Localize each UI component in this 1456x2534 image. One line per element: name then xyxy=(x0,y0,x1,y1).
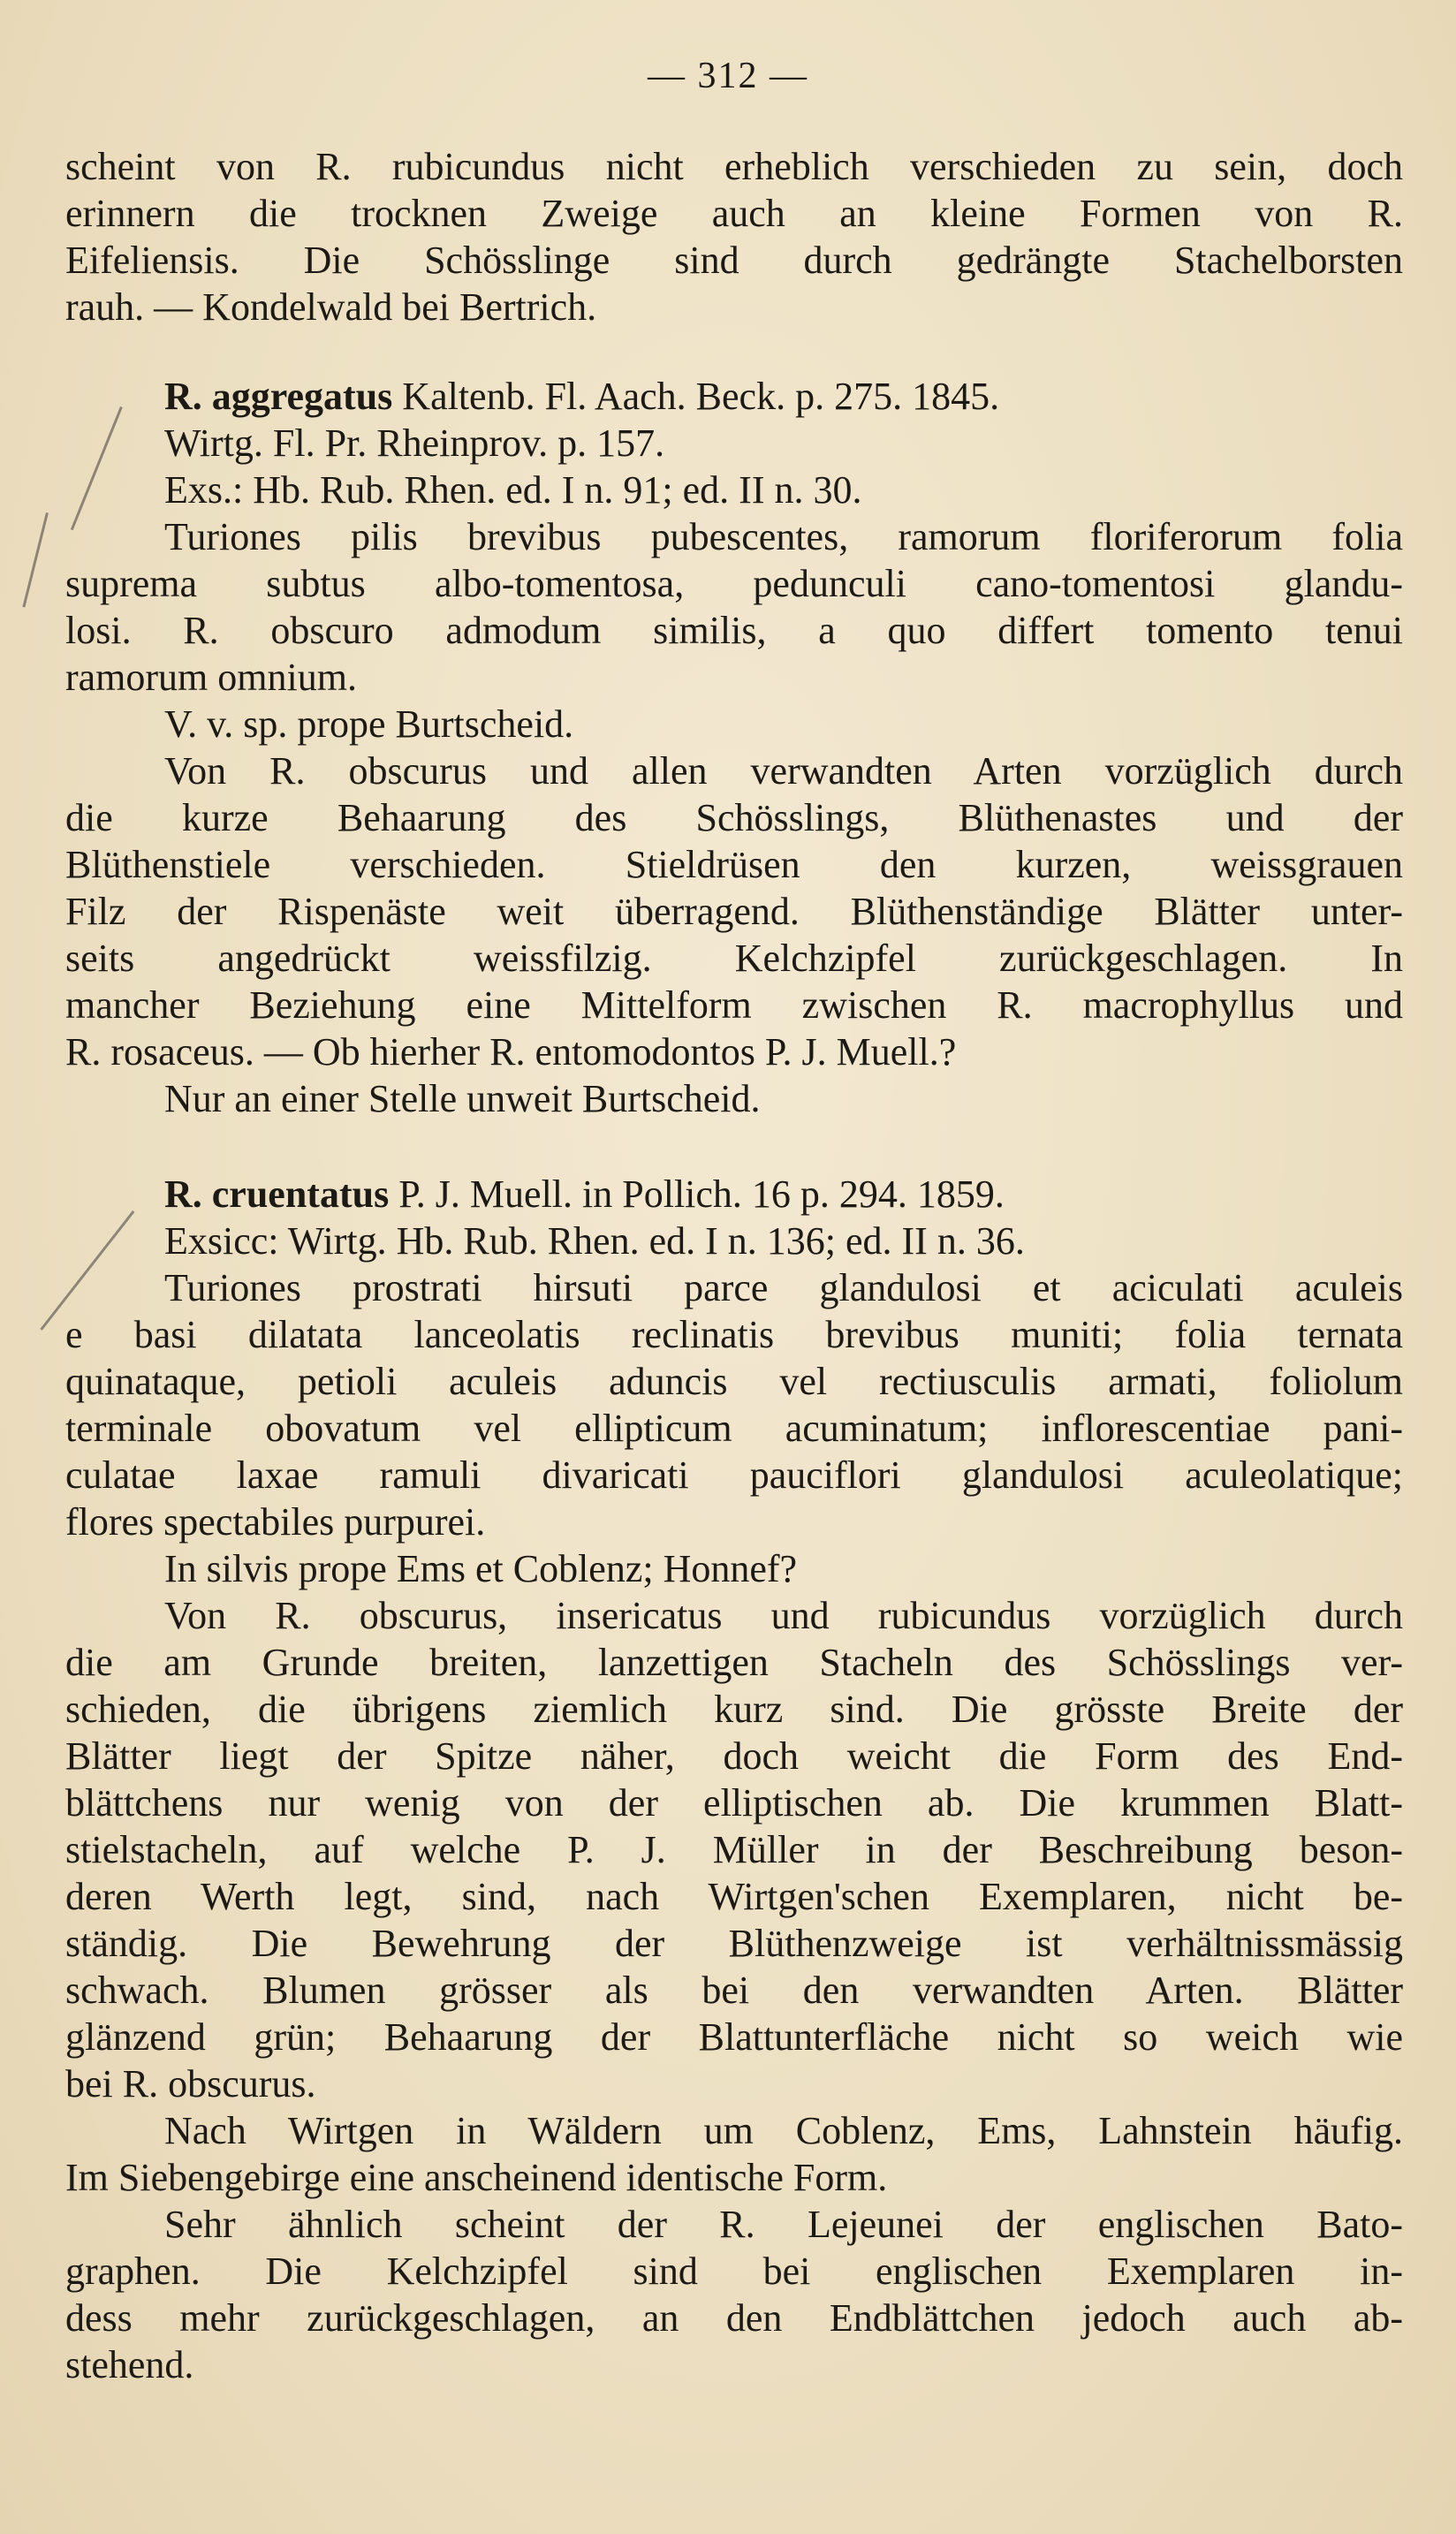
text-line: dess mehr zurückgeschlagen, an den Endblättchen jedoch auch ab- xyxy=(65,2296,1403,2340)
text-line: Von R. obscurus und allen verwandten Arten vorzüglich durch xyxy=(164,749,1403,793)
species-heading-cruentatus xyxy=(65,1172,1403,1218)
text-line: losi. R. obscuro admodum similis, a quo differt tomento tenui xyxy=(65,609,1403,652)
text-line: suprema subtus albo-tomentosa, pedunculi cano-tomentosi glandu- xyxy=(65,562,1403,605)
pencil-mark xyxy=(22,512,49,607)
text-line: bei R. obscurus. xyxy=(65,2062,316,2105)
text-line: die am Grunde breiten, lanzettigen Stacheln des Schösslings ver- xyxy=(65,1641,1403,1684)
text-line: rauh. — Kondelwald bei Bertrich. xyxy=(65,285,597,329)
text-line: erinnern die trocknen Zweige auch an kleine Formen von R. xyxy=(65,192,1403,235)
text-line: glänzend grün; Behaarung der Blattunterfläche nicht so weich wie xyxy=(65,2015,1403,2059)
page-number: — 312 — xyxy=(648,56,808,96)
text-line: Filz der Rispenäste weit überragend. Blüthenständige Blätter unter- xyxy=(65,890,1403,933)
text-line: Von R. obscurus, insericatus und rubicundus vorzüglich durch xyxy=(164,1594,1403,1637)
text-line: die kurze Behaarung des Schösslings, Blüthenastes und der xyxy=(65,796,1403,839)
text-line: scheint von R. rubicundus nicht erheblich verschieden zu sein, doch xyxy=(65,145,1403,188)
text-line: Nur an einer Stelle unweit Burtscheid. xyxy=(164,1077,761,1120)
text-line: schwach. Blumen grösser als bei den verwandten Arten. Blätter xyxy=(65,1969,1403,2012)
species-name: R. cruentatus xyxy=(164,1172,390,1216)
text-line: Blätter liegt der Spitze näher, doch weicht die Form des End- xyxy=(65,1734,1403,1778)
text-line: Im Siebengebirge eine anscheinend identische Form. xyxy=(65,2156,888,2199)
text-line: Exsicc: Wirtg. Hb. Rub. Rhen. ed. I n. 136; ed. II n. 36. xyxy=(164,1219,1025,1263)
text-line: Eifeliensis. Die Schösslinge sind durch gedrängte Stachelborsten xyxy=(65,239,1403,282)
text-line: culatae laxae ramuli divaricati pauciflori glandulosi aculeolatique; xyxy=(65,1453,1403,1497)
text-line: V. v. sp. prope Burtscheid. xyxy=(164,702,574,746)
species-heading-aggregatus xyxy=(65,374,1403,420)
text-line: schieden, die übrigens ziemlich kurz sind. Die grösste Breite der xyxy=(65,1688,1403,1731)
text-line: seits angedrückt weissfilzig. Kelchzipfel zurückgeschlagen. In xyxy=(65,937,1403,980)
text-line: flores spectabiles purpurei. xyxy=(65,1500,486,1544)
text-line: Blüthenstiele verschieden. Stieldrüsen den kurzen, weissgrauen xyxy=(65,843,1403,886)
text-line: ständig. Die Bewehrung der Blüthenzweige ist verhältnissmässig xyxy=(65,1922,1403,1965)
text-line: Turiones prostrati hirsuti parce glandulosi et aciculati aculeis xyxy=(164,1266,1403,1309)
species-name: R. aggregatus xyxy=(164,375,393,418)
text-line: blättchens nur wenig von der elliptischen ab. Die krummen Blatt- xyxy=(65,1781,1403,1825)
text-line: Sehr ähnlich scheint der R. Lejeunei der englischen Bato- xyxy=(164,2203,1403,2246)
text-line: terminale obovatum vel ellipticum acuminatum; inflorescentiae pani- xyxy=(65,1407,1403,1450)
text-line: R. rosaceus. — Ob hierher R. entomodontos P. J. Muell.? xyxy=(65,1030,957,1074)
text-line: Nach Wirtgen in Wäldern um Coblenz, Ems, Lahnstein häufig. xyxy=(164,2109,1403,2152)
text-line: graphen. Die Kelchzipfel sind bei englischen Exemplaren in- xyxy=(65,2249,1403,2293)
text-line: In silvis prope Ems et Coblenz; Honnef? xyxy=(164,1547,798,1590)
text-line: Exs.: Hb. Rub. Rhen. ed. I n. 91; ed. II n. 30. xyxy=(164,468,862,512)
text-line: mancher Beziehung eine Mittelform zwischen R. macrophyllus und xyxy=(65,983,1403,1027)
text-line: Wirtg. Fl. Pr. Rheinprov. p. 157. xyxy=(164,421,665,465)
text-line: stielstacheln, auf welche P. J. Müller in der Beschreibung beson- xyxy=(65,1828,1403,1871)
species-citation: P. J. Muell. in Pollich. 16 p. 294. 1859. xyxy=(389,1172,1005,1216)
text-line: quinataque, petioli aculeis aduncis vel rectiusculis armati, foliolum xyxy=(65,1360,1403,1403)
text-line: stehend. xyxy=(65,2343,194,2386)
text-line: ramorum omnium. xyxy=(65,656,357,699)
text-line: Turiones pilis brevibus pubescentes, ramorum floriferorum folia xyxy=(164,515,1403,558)
text-line: deren Werth legt, sind, nach Wirtgen'schen Exemplaren, nicht be- xyxy=(65,1875,1403,1918)
species-citation: Kaltenb. Fl. Aach. Beck. p. 275. 1845. xyxy=(392,375,1000,418)
text-line: e basi dilatata lanceolatis reclinatis brevibus muniti; folia ternata xyxy=(65,1313,1403,1356)
